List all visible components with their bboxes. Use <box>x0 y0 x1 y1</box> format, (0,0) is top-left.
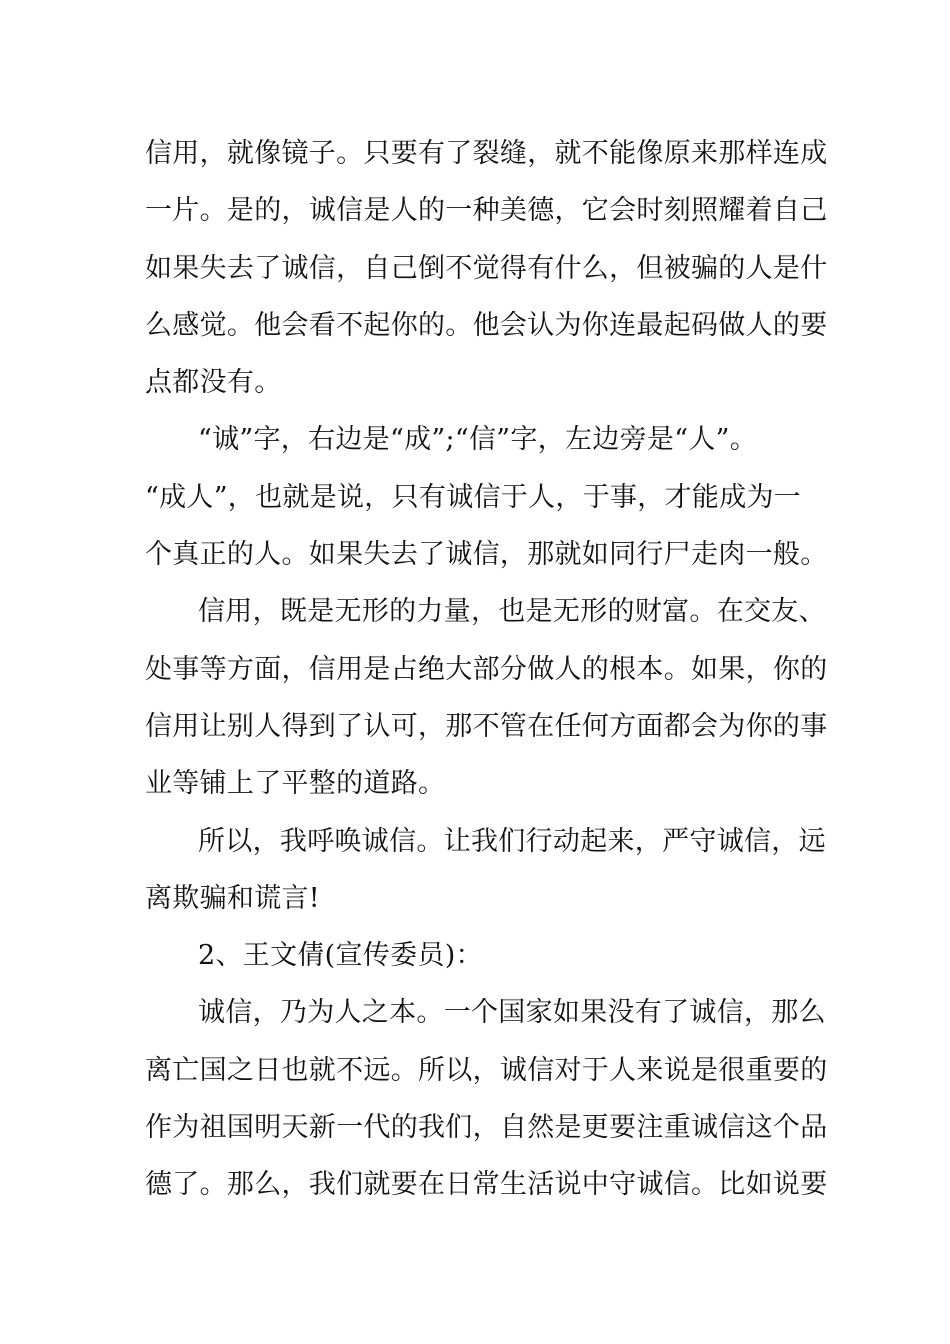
text-line: 点都没有。 <box>145 367 282 399</box>
text-line: 么感觉。他会看不起你的。他会认为你连最起码做人的要 <box>145 309 828 341</box>
text-line: 诚信，乃为人之本。一个国家如果没有了诚信，那么 <box>198 997 826 1029</box>
text-line: 个真正的人。如果失去了诚信，那就如同行尸走肉一般。 <box>145 539 828 571</box>
text-line: 作为祖国明天新一代的我们，自然是更要注重诚信这个品 <box>145 1112 828 1144</box>
text-line: 信用让别人得到了认可，那不管在任何方面都会为你的事 <box>145 710 828 742</box>
text-line: 一片。是的，诚信是人的一种美德，它会时刻照耀着自己 <box>145 195 828 227</box>
text-line: 如果失去了诚信，自己倒不觉得有什么，但被骗的人是什 <box>145 252 828 284</box>
text-line: “诚”字，右边是“成”;“信”字，左边旁是“人”。 <box>198 424 758 456</box>
text-line: 所以，我呼唤诚信。让我们行动起来，严守诚信，远 <box>198 825 826 857</box>
text-line: 信用，就像镜子。只要有了裂缝，就不能像原来那样连成 <box>145 138 828 169</box>
text-line: “成人”，也就是说，只有诚信于人，于事，才能成为一 <box>145 481 802 513</box>
text-line: 处事等方面，信用是占绝大部分做人的根本。如果，你的 <box>145 653 828 685</box>
text-line: 离亡国之日也就不远。所以，诚信对于人来说是很重要的 <box>145 1054 828 1086</box>
text-line: 离欺骗和谎言! <box>145 882 320 914</box>
document-body <box>145 125 828 1214</box>
section-heading: 2、王文倩(宣传委员)： <box>198 940 483 972</box>
text-line: 德了。那么，我们就要在日常生活说中守诚信。比如说要 <box>145 1169 828 1201</box>
text-line: 业等铺上了平整的道路。 <box>145 768 446 800</box>
text-line: 信用，既是无形的力量，也是无形的财富。在交友、 <box>198 596 826 628</box>
